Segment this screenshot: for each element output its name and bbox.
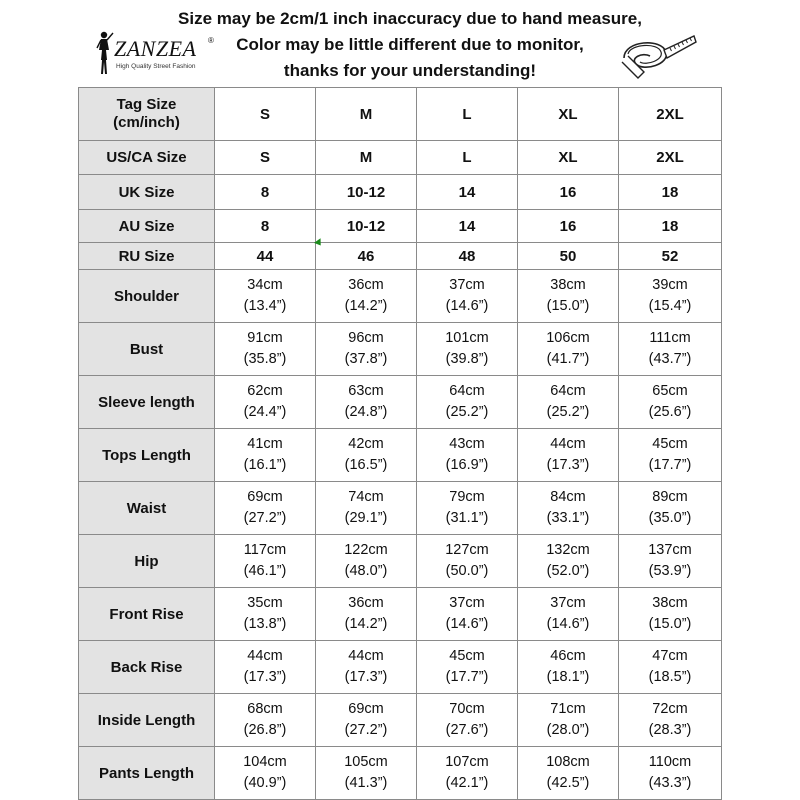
table-cell	[316, 323, 417, 376]
registered-mark: ®	[208, 36, 214, 45]
table-cell	[316, 747, 417, 800]
table-cell	[619, 376, 722, 429]
cm-value: 41cm	[247, 436, 283, 452]
au-size-row	[79, 210, 722, 243]
table-cell: 10-12	[316, 210, 417, 243]
row-label: AU Size	[79, 210, 215, 243]
inch-value: (52.0”)	[546, 563, 590, 579]
cm-value: 44cm	[348, 648, 384, 664]
inch-value: (39.8”)	[445, 351, 489, 367]
inch-value: (17.7”)	[648, 457, 692, 473]
cm-value: 42cm	[348, 436, 384, 452]
inch-value: (14.2”)	[344, 616, 388, 632]
cm-value: 111cm	[649, 330, 691, 346]
inch-value: (41.3”)	[344, 775, 388, 791]
inch-value: (43.7”)	[648, 351, 692, 367]
row-label: Front Rise	[79, 588, 215, 641]
table-cell	[316, 482, 417, 535]
measurement-rows	[79, 270, 722, 800]
cm-value: 37cm	[550, 595, 586, 611]
inch-value: (17.3”)	[344, 669, 388, 685]
table-cell: 18	[619, 210, 722, 243]
inch-value: (13.4”)	[243, 298, 287, 314]
table-cell	[316, 641, 417, 694]
inch-value: (29.1”)	[344, 510, 388, 526]
cm-value: 36cm	[348, 277, 384, 293]
inch-value: (14.6”)	[445, 298, 489, 314]
table-cell	[417, 323, 518, 376]
cm-value: 122cm	[344, 542, 388, 558]
cm-value: 64cm	[550, 383, 586, 399]
measurement-row	[79, 588, 722, 641]
inch-value: (18.1”)	[546, 669, 590, 685]
row-label: Tops Length	[79, 429, 215, 482]
table-cell	[417, 376, 518, 429]
cm-value: 91cm	[247, 330, 283, 346]
table-cell	[518, 641, 619, 694]
inch-value: (14.6”)	[546, 616, 590, 632]
tag-size-label-line2: (cm/inch)	[113, 114, 180, 131]
cm-value: 69cm	[247, 489, 283, 505]
inch-value: (40.9”)	[243, 775, 287, 791]
measuring-tape-icon	[614, 28, 698, 84]
table-cell: 8	[215, 175, 316, 210]
inch-value: (15.0”)	[546, 298, 590, 314]
inch-value: (17.7”)	[445, 669, 489, 685]
table-cell	[316, 694, 417, 747]
table-cell	[619, 747, 722, 800]
table-cell: 44	[215, 243, 316, 270]
inch-value: (26.8”)	[243, 722, 287, 738]
inch-value: (16.5”)	[344, 457, 388, 473]
cm-value: 35cm	[247, 595, 283, 611]
table-cell	[417, 747, 518, 800]
inch-value: (31.1”)	[445, 510, 489, 526]
table-cell: XL	[518, 141, 619, 175]
cm-value: 79cm	[449, 489, 485, 505]
table-cell	[619, 482, 722, 535]
measurement-row	[79, 376, 722, 429]
table-cell: S	[215, 141, 316, 175]
table-cell	[518, 588, 619, 641]
table-cell: 10-12	[316, 175, 417, 210]
cm-value: 132cm	[546, 542, 590, 558]
row-label: Waist	[79, 482, 215, 535]
table-cell	[215, 535, 316, 588]
table-cell	[316, 588, 417, 641]
row-label: US/CA Size	[79, 141, 215, 175]
inch-value: (14.6”)	[445, 616, 489, 632]
table-cell	[619, 323, 722, 376]
inch-value: (53.9”)	[648, 563, 692, 579]
cm-value: 96cm	[348, 330, 384, 346]
cm-value: 36cm	[348, 595, 384, 611]
page-header	[0, 0, 800, 88]
table-cell	[316, 535, 417, 588]
cm-value: 44cm	[550, 436, 586, 452]
inch-value: (27.2”)	[344, 722, 388, 738]
cm-value: 69cm	[348, 701, 384, 717]
row-label: Hip	[79, 535, 215, 588]
inch-value: (24.4”)	[243, 404, 287, 420]
cm-value: 37cm	[449, 277, 485, 293]
table-cell	[316, 270, 417, 323]
tag-size-row	[79, 88, 722, 141]
brand-tagline: High Quality Street Fashion	[116, 63, 196, 70]
table-cell	[215, 270, 316, 323]
table-cell: 2XL	[619, 141, 722, 175]
cm-value: 46cm	[550, 648, 586, 664]
cm-value: 38cm	[652, 595, 688, 611]
table-cell: 14	[417, 210, 518, 243]
cm-value: 44cm	[247, 648, 283, 664]
table-cell	[417, 588, 518, 641]
ru-size-row	[79, 243, 722, 270]
table-cell	[417, 694, 518, 747]
table-cell	[518, 747, 619, 800]
table-cell	[215, 694, 316, 747]
cm-value: 37cm	[449, 595, 485, 611]
inch-value: (50.0”)	[445, 563, 489, 579]
table-cell	[518, 323, 619, 376]
cm-value: 34cm	[247, 277, 283, 293]
table-cell	[619, 429, 722, 482]
inch-value: (25.6”)	[648, 404, 692, 420]
inch-value: (46.1”)	[243, 563, 287, 579]
table-cell: 16	[518, 210, 619, 243]
table-cell	[518, 535, 619, 588]
table-cell: L	[417, 141, 518, 175]
row-label: Back Rise	[79, 641, 215, 694]
inch-value: (13.8”)	[243, 616, 287, 632]
measurement-notice	[160, 6, 660, 84]
table-cell	[619, 535, 722, 588]
cm-value: 107cm	[445, 754, 489, 770]
cm-value: 63cm	[348, 383, 384, 399]
table-cell	[417, 535, 518, 588]
cm-value: 45cm	[449, 648, 485, 664]
inch-value: (35.8”)	[243, 351, 287, 367]
inch-value: (15.0”)	[648, 616, 692, 632]
cm-value: 38cm	[550, 277, 586, 293]
row-label: Sleeve length	[79, 376, 215, 429]
uk-size-row	[79, 175, 722, 210]
inch-value: (41.7”)	[546, 351, 590, 367]
measurement-row	[79, 270, 722, 323]
measurement-row	[79, 323, 722, 376]
cm-value: 45cm	[652, 436, 688, 452]
table-cell	[417, 429, 518, 482]
cm-value: 62cm	[247, 383, 283, 399]
notice-line-1: Size may be 2cm/1 inch inaccuracy due to hand measure,	[178, 9, 642, 28]
fashion-model-silhouette-icon	[92, 30, 116, 76]
table-cell	[316, 376, 417, 429]
inch-value: (27.2”)	[243, 510, 287, 526]
inch-value: (25.2”)	[445, 404, 489, 420]
table-cell	[619, 694, 722, 747]
inch-value: (28.0”)	[546, 722, 590, 738]
tag-size-label-line1: Tag Size	[116, 96, 177, 113]
table-cell	[518, 376, 619, 429]
table-cell: 50	[518, 243, 619, 270]
measurement-row	[79, 535, 722, 588]
cm-value: 105cm	[344, 754, 388, 770]
inch-value: (27.6”)	[445, 722, 489, 738]
cm-value: 127cm	[445, 542, 489, 558]
cm-value: 74cm	[348, 489, 384, 505]
inch-value: (18.5”)	[648, 669, 692, 685]
table-cell: 18	[619, 175, 722, 210]
cm-value: 64cm	[449, 383, 485, 399]
cm-value: 104cm	[243, 754, 287, 770]
table-cell: 14	[417, 175, 518, 210]
size-header-l: L	[417, 88, 518, 141]
cm-value: 137cm	[648, 542, 692, 558]
inch-value: (43.3”)	[648, 775, 692, 791]
table-cell: M	[316, 141, 417, 175]
table-cell	[417, 641, 518, 694]
table-cell	[215, 323, 316, 376]
inch-value: (15.4”)	[648, 298, 692, 314]
measurement-row	[79, 747, 722, 800]
table-cell	[215, 588, 316, 641]
table-cell	[518, 694, 619, 747]
cm-value: 108cm	[546, 754, 590, 770]
row-label: Shoulder	[79, 270, 215, 323]
us-ca-size-row	[79, 141, 722, 175]
tag-size-label	[79, 88, 215, 141]
size-header-xl: XL	[518, 88, 619, 141]
table-cell	[619, 641, 722, 694]
inch-value: (35.0”)	[648, 510, 692, 526]
inch-value: (28.3”)	[648, 722, 692, 738]
cm-value: 65cm	[652, 383, 688, 399]
row-label: UK Size	[79, 175, 215, 210]
cm-value: 70cm	[449, 701, 485, 717]
cm-value: 39cm	[652, 277, 688, 293]
brand-name: ZANZEA	[114, 36, 197, 61]
notice-line-2: Color may be little different due to monitor,	[236, 35, 584, 54]
table-cell: 16	[518, 175, 619, 210]
size-header-m: M	[316, 88, 417, 141]
measurement-row	[79, 641, 722, 694]
table-cell	[619, 588, 722, 641]
cm-value: 43cm	[449, 436, 485, 452]
inch-value: (48.0”)	[344, 563, 388, 579]
table-cell: 52	[619, 243, 722, 270]
table-cell	[518, 482, 619, 535]
cm-value: 68cm	[247, 701, 283, 717]
row-label: Pants Length	[79, 747, 215, 800]
inch-value: (25.2”)	[546, 404, 590, 420]
table-cell	[316, 429, 417, 482]
measurement-row	[79, 694, 722, 747]
table-cell	[518, 270, 619, 323]
cm-value: 71cm	[550, 701, 586, 717]
inch-value: (42.1”)	[445, 775, 489, 791]
inch-value: (16.1”)	[243, 457, 287, 473]
table-cell	[518, 429, 619, 482]
size-header-s: S	[215, 88, 316, 141]
inch-value: (37.8”)	[344, 351, 388, 367]
cm-value: 117cm	[243, 542, 287, 558]
measurement-row	[79, 482, 722, 535]
size-chart-table	[78, 87, 722, 800]
measurement-row	[79, 429, 722, 482]
table-cell	[619, 270, 722, 323]
row-label: RU Size	[79, 243, 215, 270]
table-cell: 48	[417, 243, 518, 270]
cm-value: 110cm	[648, 754, 692, 770]
table-cell	[215, 429, 316, 482]
cm-value: 101cm	[445, 330, 489, 346]
table-cell	[215, 482, 316, 535]
cm-value: 72cm	[652, 701, 688, 717]
inch-value: (16.9”)	[445, 457, 489, 473]
table-cell	[215, 376, 316, 429]
table-cell	[417, 482, 518, 535]
cm-value: 84cm	[550, 489, 586, 505]
cm-value: 47cm	[652, 648, 688, 664]
table-cell	[215, 641, 316, 694]
table-cell: 8	[215, 210, 316, 243]
inch-value: (24.8”)	[344, 404, 388, 420]
notice-line-3: thanks for your understanding!	[283, 61, 537, 80]
size-header-2xl: 2XL	[619, 88, 722, 141]
row-label: Bust	[79, 323, 215, 376]
table-cell: 46	[316, 243, 417, 270]
table-cell	[417, 270, 518, 323]
inch-value: (33.1”)	[546, 510, 590, 526]
inch-value: (17.3”)	[243, 669, 287, 685]
inch-value: (42.5”)	[546, 775, 590, 791]
cm-value: 106cm	[546, 330, 590, 346]
row-label: Inside Length	[79, 694, 215, 747]
inch-value: (14.2”)	[344, 298, 388, 314]
inch-value: (17.3”)	[546, 457, 590, 473]
cm-value: 89cm	[652, 489, 688, 505]
table-cell	[215, 747, 316, 800]
